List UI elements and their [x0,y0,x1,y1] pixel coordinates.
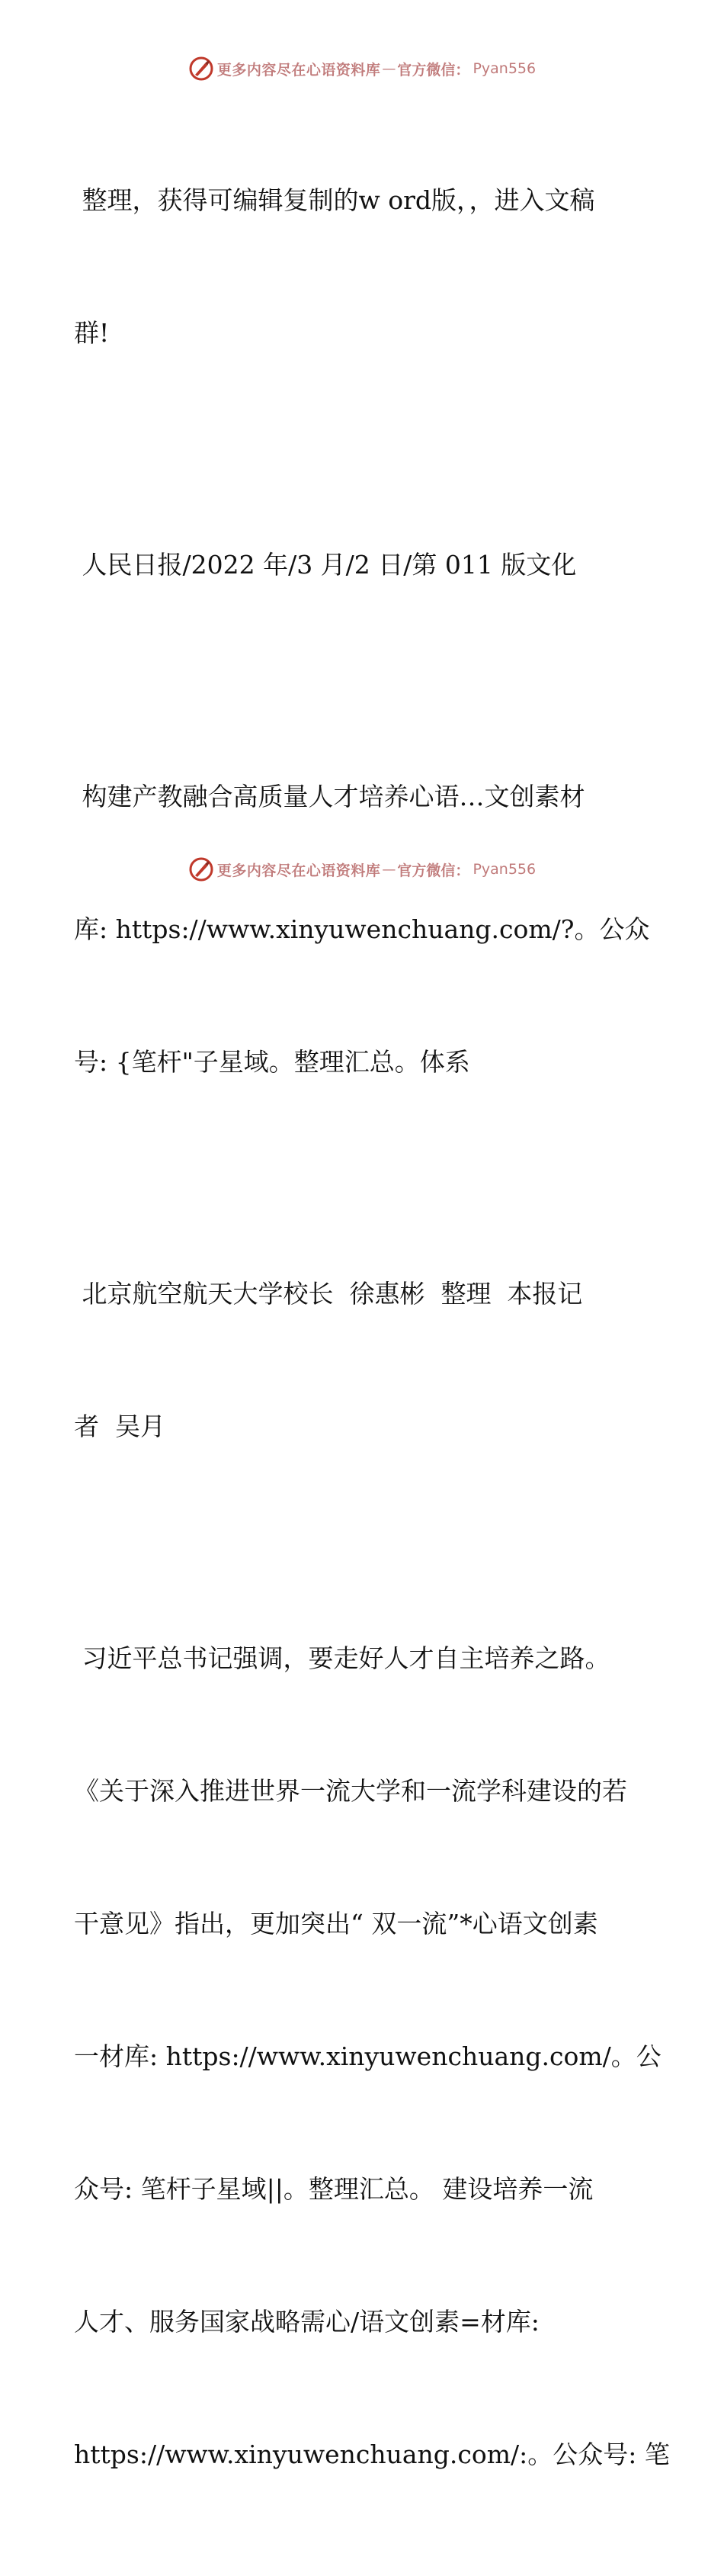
text-line: 库: https://www.xinyuwenchuang.com/?。公众 [74,914,650,944]
watermark-label: 官方微信： [397,61,470,79]
text-line: 号: {笔杆"子星域。整理汇总。体系 [74,1047,470,1077]
footer-watermark [0,854,724,885]
header-watermark [0,53,724,84]
text-line: https://www.xinyuwenchuang.com/:。公众号: 笔 [74,2439,670,2469]
text-line: 人民日报/2022 年/3 月/2 日/第 011 版文化 [74,550,577,580]
pen-logo-icon [188,856,214,882]
watermark-id: Pyan556 [473,861,537,878]
text-line: 干意见》指出，更加突出“ 双一流”*心语文创素 [74,1909,598,1938]
watermark-id: Pyan556 [473,60,537,77]
text-line: 《关于深入推进世界一流大学和一流学科建设的若 [74,1776,627,1806]
text-line: 习近平总书记强调，要走好人才自主培养之路。 [74,1643,610,1673]
text-line: 人才、服务国家战略需心/语文创素=材库: [74,2307,540,2337]
watermark-separator: — [382,861,396,878]
watermark-text: 更多内容尽在心语资料库 [216,862,381,879]
document-body [74,90,670,2576]
watermark-text: 更多内容尽在心语资料库 [216,61,381,79]
pen-logo-icon [188,56,214,82]
paragraph [74,1184,653,1537]
text-line: 众号: 笔杆子星域||。整理汇总。 建设培养一流 [74,2174,594,2204]
paragraph [74,454,653,676]
paragraph [74,1548,670,2565]
watermark-separator: — [382,60,396,77]
text-line: 群! [74,318,110,348]
text-line: 构建产教融合高质量人才培养心语…文创素材 [74,782,585,811]
text-line: 一材库: https://www.xinyuwenchuang.com/。公 [74,2041,662,2071]
paragraph [74,90,653,444]
text-line: 者 吴月 [74,1412,165,1441]
paragraph [74,686,653,1173]
watermark-label: 官方微信： [397,862,470,879]
text-line: 北京航空航天大学校长 徐惠彬 整理 本报记 [74,1279,583,1309]
text-line: 整理，获得可编辑复制的w ord版，，进入文稿 [74,185,595,215]
